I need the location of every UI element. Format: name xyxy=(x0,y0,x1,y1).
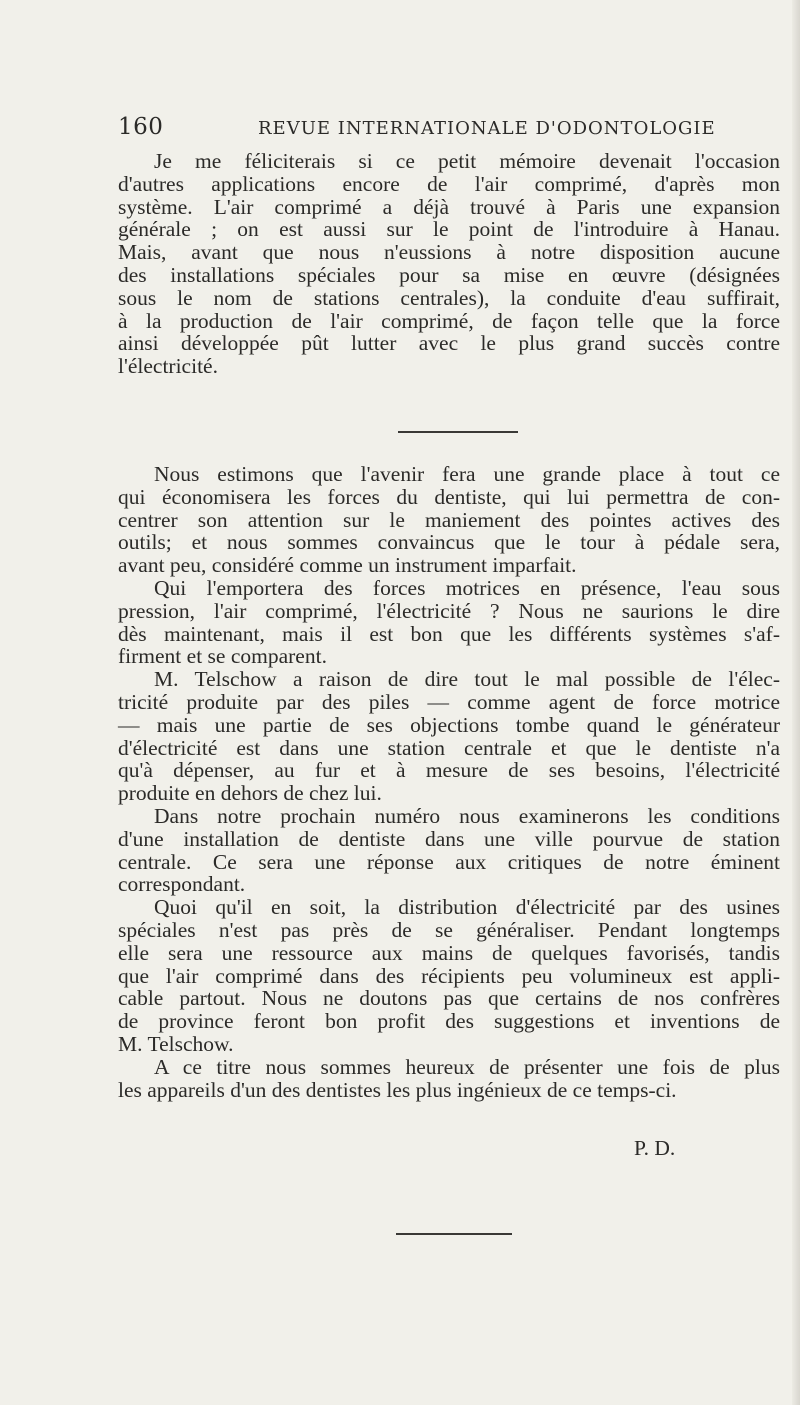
text-line: spéciales n'est pas près de se généraliser. Pendant longtemps xyxy=(118,917,780,942)
text-line: firment et se comparent. xyxy=(118,644,327,669)
text-line: d'électricité est dans une station centrale et que le dentiste n'a xyxy=(118,735,780,760)
end-divider xyxy=(396,1233,512,1235)
text-line: système. L'air comprimé a déjà trouvé à Paris une expansion xyxy=(118,194,780,219)
paragraph-block-1 xyxy=(118,150,780,378)
text-line: Mais, avant que nous n'eussions à notre disposition aucune xyxy=(118,240,780,265)
text-line: générale ; on est aussi sur le point de l'introduire à Hanau. xyxy=(118,217,780,242)
text-line: qui économisera les forces du dentiste, qui lui permettra de con- xyxy=(118,484,780,509)
page-edge xyxy=(792,0,800,1405)
text-line: d'une installation de dentiste dans une ville pourvue de station xyxy=(118,826,780,851)
text-line: correspondant. xyxy=(118,872,246,897)
text-line: d'autres applications encore de l'air comprimé, d'après mon xyxy=(118,171,780,196)
text-line: qu'à dépenser, au fur et à mesure de ses besoins, l'électricité xyxy=(118,758,780,783)
text-line: à la production de l'air comprimé, de façon telle que la force xyxy=(118,308,780,333)
text-line: pression, l'air comprimé, l'électricité ? Nous ne saurions le dire xyxy=(118,598,780,623)
text-line: — mais une partie de ses objections tombe quand le générateur xyxy=(118,712,780,737)
text-line: l'électricité. xyxy=(118,354,218,379)
section-divider xyxy=(398,431,518,433)
text-line: des installations spéciales pour sa mise en œuvre (désignées xyxy=(118,262,780,287)
signature: P. D. xyxy=(634,1136,676,1160)
text-line: centrale. Ce sera une réponse aux critiques de notre éminent xyxy=(118,849,780,874)
text-line: M. Telschow. xyxy=(118,1031,234,1056)
text-line: dès maintenant, mais il est bon que les différents systèmes s'af- xyxy=(118,621,780,646)
page-number: 160 xyxy=(118,114,164,140)
text-line: produite en dehors de chez lui. xyxy=(118,781,382,806)
text-line: Qui l'emportera des forces motrices en présence, l'eau sous xyxy=(154,575,780,600)
text-line: Quoi qu'il en soit, la distribution d'électricité par des usines xyxy=(154,895,780,920)
text-line: Je me féliciterais si ce petit mémoire devenait l'occasion xyxy=(154,149,780,173)
text-line: Dans notre prochain numéro nous examinerons les conditions xyxy=(154,803,780,828)
text-line: centrer son attention sur le maniement des pointes actives des xyxy=(118,507,780,532)
text-line: outils; et nous sommes convaincus que le tour à pédale sera, xyxy=(118,530,780,555)
text-line: les appareils d'un des dentistes les plus ingénieux de ce temps-ci. xyxy=(118,1077,677,1102)
text-line: ainsi développée pût lutter avec le plus grand succès contre xyxy=(118,331,780,356)
text-line: elle sera une ressource aux mains de quelques favorisés, tandis xyxy=(118,940,780,965)
text-line: que l'air comprimé dans des récipients peu volumineux est appli- xyxy=(118,963,780,988)
text-line: A ce titre nous sommes heureux de présenter une fois de plus xyxy=(154,1054,780,1079)
text-line: avant peu, considéré comme un instrument imparfait. xyxy=(118,553,577,578)
text-line: tricité produite par des piles — comme agent de force motrice xyxy=(118,689,780,714)
text-line: Nous estimons que l'avenir fera une grande place à tout ce xyxy=(154,462,780,486)
text-line: sous le nom de stations centrales), la conduite d'eau suffirait, xyxy=(118,285,780,310)
text-line: M. Telschow a raison de dire tout le mal possible de l'élec- xyxy=(154,667,780,692)
paragraph-block-2 xyxy=(118,463,780,1101)
running-title: REVUE INTERNATIONALE D'ODONTOLOGIE xyxy=(258,118,716,139)
text-line: de province feront bon profit des suggestions et inventions de xyxy=(118,1009,780,1034)
text-line: cable partout. Nous ne doutons pas que certains de nos confrères xyxy=(118,986,780,1011)
